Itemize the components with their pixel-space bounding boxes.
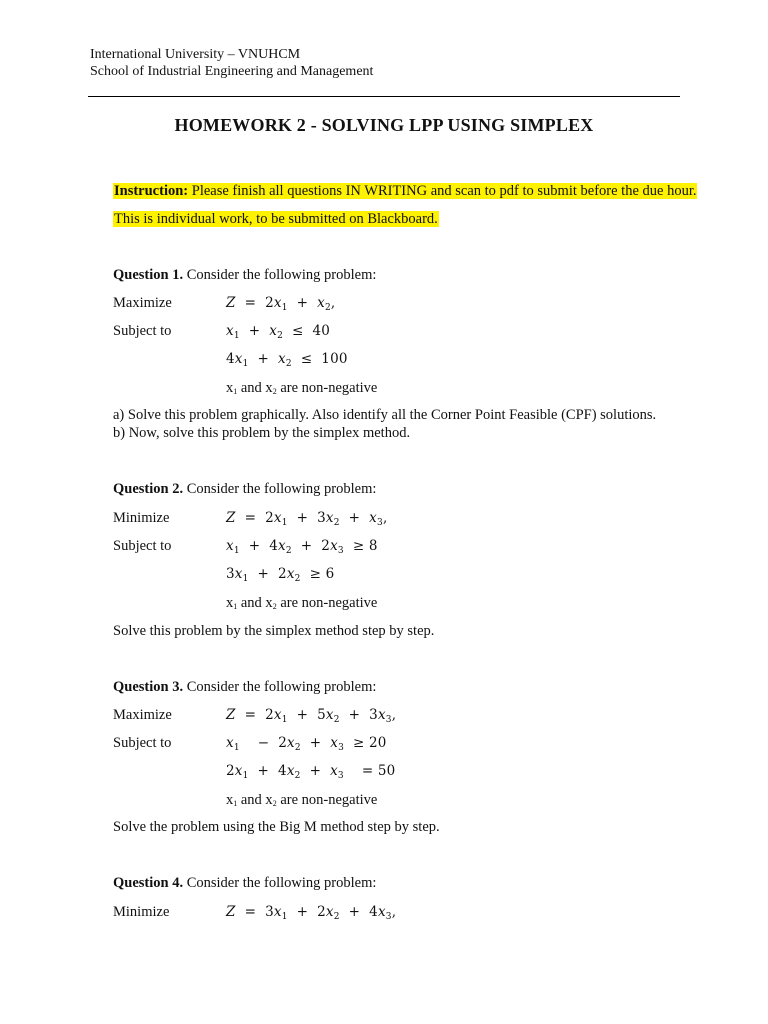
q2-nonneg-text: are non-negative xyxy=(280,595,378,611)
q1-constraint-1: $x_1 + x_2 \le 40$ xyxy=(226,323,331,341)
question-1-heading xyxy=(113,266,376,284)
question-4-heading xyxy=(113,874,376,892)
q2-constraint-1: $x_1 + 4x_2 + 2x_3 \ge 8$ xyxy=(226,538,378,556)
q3-constraint-2: $2x_1 + 4x_2 + x_3$ = 50 xyxy=(226,763,396,781)
q1-part-b: b) Now, solve this problem by the simplex method. xyxy=(113,425,411,441)
instruction-line-2 xyxy=(113,210,439,228)
q1-subject-label: Subject to xyxy=(113,323,172,339)
q2-objective: $Z = 2x_1 + 3x_2 + x_3$, xyxy=(226,510,388,528)
q3-objective: $Z = 2x_1 + 5x_2 + 3x_3$, xyxy=(226,707,397,725)
q1-nonneg-text: are non-negative xyxy=(280,380,378,396)
q3-objective-label: Maximize xyxy=(113,707,172,723)
instruction-text-2: This is individual work, to be submitted on Blackboard. xyxy=(114,211,438,227)
instruction-highlight-1 xyxy=(113,183,697,199)
question-3-label: Question 3. xyxy=(113,679,184,695)
q3-subject-label: Subject to xyxy=(113,735,172,751)
question-4-intro: Consider the following problem: xyxy=(183,875,377,891)
question-1-intro: Consider the following problem: xyxy=(183,267,377,283)
question-2-intro: Consider the following problem: xyxy=(183,481,377,497)
q2-objective-label: Minimize xyxy=(113,510,170,526)
question-3-heading xyxy=(113,678,376,696)
q3-nonneg-text: are non-negative xyxy=(280,792,378,808)
instruction-line-1 xyxy=(113,182,697,200)
q3-constraint-1: $x_1$ − $2x_2 + x_3 \ge 20$ xyxy=(226,735,387,753)
page-title: HOMEWORK 2 - SOLVING LPP USING SIMPLEX xyxy=(174,115,594,135)
q1-nonnegativity: x1 and x2 are non-negative xyxy=(226,380,378,396)
school-name: School of Industrial Engineering and Management xyxy=(90,64,374,79)
instruction-text-1: Please finish all questions IN WRITING and scan to pdf to submit before the due hour. xyxy=(188,183,697,199)
question-4-label: Question 4. xyxy=(113,875,184,891)
instruction-label: Instruction: xyxy=(114,183,189,199)
header-divider xyxy=(88,96,680,97)
q1-objective-label: Maximize xyxy=(113,295,172,311)
q2-constraint-2: $3x_1 + 2x_2 \ge 6$ xyxy=(226,566,335,584)
q3-nonnegativity: x1 and x2 are non-negative xyxy=(226,792,378,808)
q1-constraint-2: $4x_1 + x_2 \le 100$ xyxy=(226,351,348,369)
q4-objective-label: Minimize xyxy=(113,904,170,920)
q2-nonnegativity: x1 and x2 are non-negative xyxy=(226,595,378,611)
question-3-intro: Consider the following problem: xyxy=(183,679,377,695)
question-2-label: Question 2. xyxy=(113,481,184,497)
q2-subject-label: Subject to xyxy=(113,538,172,554)
university-name: International University – VNUHCM xyxy=(90,47,301,62)
q3-task: Solve the problem using the Big M method step by step. xyxy=(113,819,440,835)
q2-task: Solve this problem by the simplex method step by step. xyxy=(113,623,435,639)
q4-objective: $Z = 3x_1 + 2x_2 + 4x_3$, xyxy=(226,904,397,922)
q1-part-a: a) Solve this problem graphically. Also identify all the Corner Point Feasible (CPF) solutions. xyxy=(113,407,657,423)
question-1-label: Question 1. xyxy=(113,267,184,283)
question-2-heading xyxy=(113,480,376,498)
q1-objective: $Z = 2x_1 + x_2$, xyxy=(226,295,336,313)
